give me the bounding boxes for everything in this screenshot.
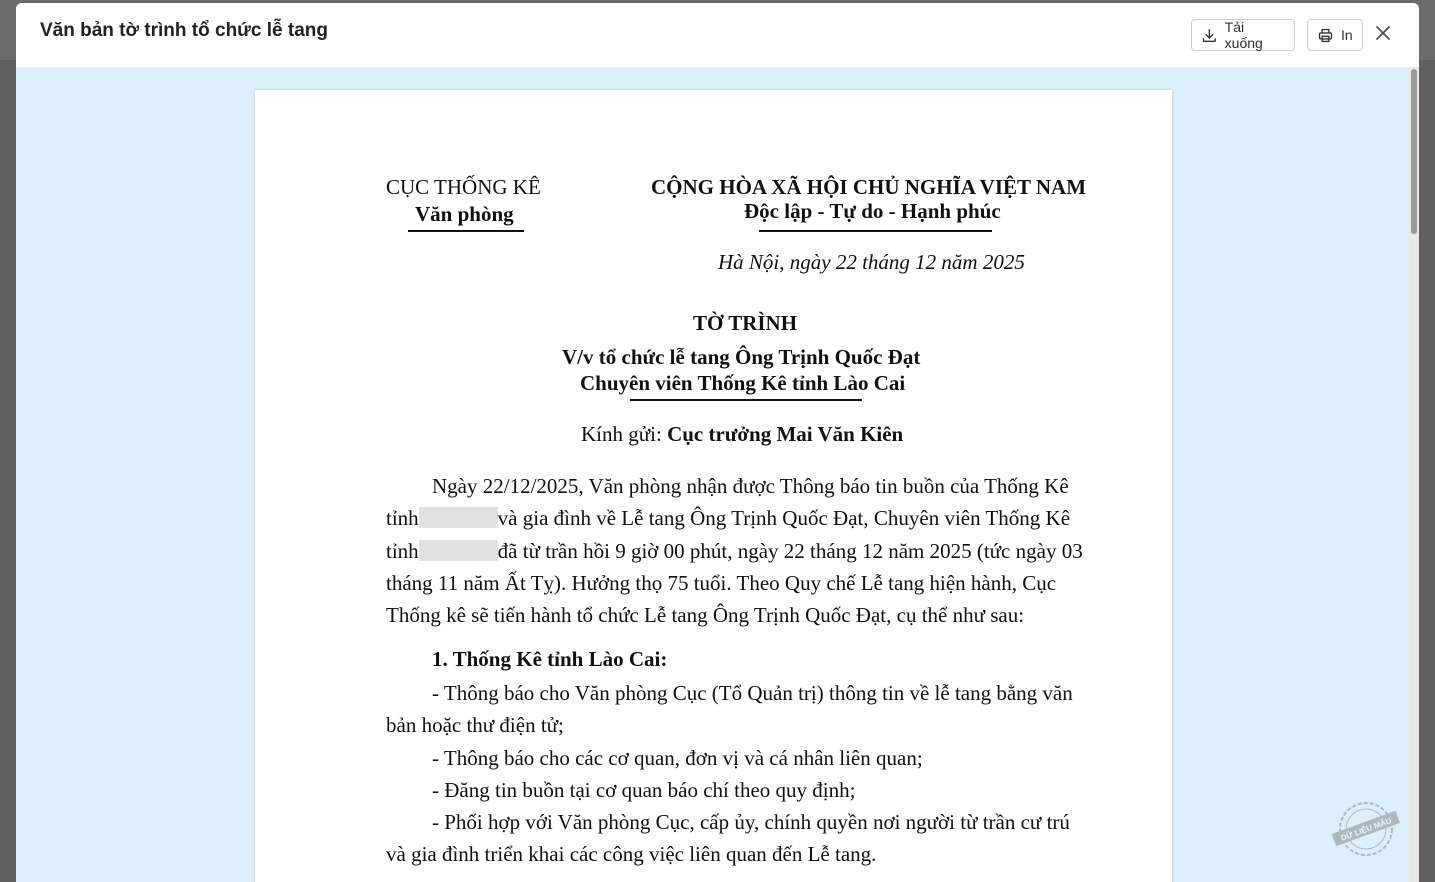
printer-icon: [1317, 27, 1334, 44]
recipient-name: Cục trưởng Mai Văn Kiên: [667, 422, 904, 446]
recipient-line: [581, 422, 903, 447]
section-line: - Thông báo cho Văn phòng Cục (Tổ Quản trị) thông tin về lễ tang bằng văn: [432, 681, 1073, 705]
intro-line: tháng 11 năm Ất Tỵ). Hưởng thọ 75 tuổi. Theo Quy chế Lễ tang hiện hành, Cục: [386, 570, 1057, 595]
department-name: Văn phòng: [415, 202, 514, 226]
download-button-label: Tải xuống: [1224, 19, 1263, 51]
print-button[interactable]: [1307, 19, 1363, 51]
section-line: và gia đình triển khai các công việc liên quan đến Lễ tang.: [386, 842, 877, 867]
redacted-text: [419, 540, 498, 561]
agency-name: CỤC THỐNG KÊ: [386, 175, 541, 199]
modal-title: Văn bản tờ trình tổ chức lễ tang: [40, 20, 329, 41]
section-1-heading: 1. Thống Kê tỉnh Lào Cai:: [432, 647, 668, 671]
download-button[interactable]: [1191, 19, 1295, 51]
motto-underline: [759, 230, 992, 232]
section-line: - Đăng tin buồn tại cơ quan báo chí theo quy định;: [432, 777, 856, 802]
intro-paragraph: [386, 470, 1107, 631]
motto: Độc lập - Tự do - Hạnh phúc: [744, 199, 1001, 223]
intro-line: Ngày 22/12/2025, Văn phòng nhận được Thông báo tin buồn của Thống Kê: [432, 474, 1069, 498]
scrollbar-thumb[interactable]: [1411, 69, 1417, 234]
section-line: - Phối hợp với Văn phòng Cục, cấp ủy, chính quyền nơi người từ trần cư trú: [432, 810, 1070, 835]
subject-underline: [630, 399, 862, 401]
redacted-text: [419, 507, 498, 528]
section-1-body: [386, 677, 1107, 871]
intro-text: tỉnh: [386, 506, 419, 531]
intro-text: đã từ trần hồi 9 giờ 00 phút, ngày 22 tháng 12 năm 2025 (tức ngày 03: [497, 538, 1083, 563]
intro-text: và gia đình về Lễ tang Ông Trịnh Quốc Đạt, Chuyên viên Thống Kê: [497, 506, 1071, 531]
intro-line: [386, 535, 1107, 567]
date-line: Hà Nội, ngày 22 tháng 12 năm 2025: [718, 250, 1025, 274]
document-preview-modal: [16, 3, 1419, 882]
recipient-label: Kính gửi:: [581, 422, 662, 446]
document-type: TỜ TRÌNH: [693, 311, 798, 335]
modal-header: [16, 3, 1419, 67]
sample-data-stamp: [1330, 800, 1402, 858]
close-icon[interactable]: [1373, 23, 1393, 43]
department-underline: [408, 230, 524, 232]
subject-line-1: V/v tổ chức lễ tang Ông Trịnh Quốc Đạt: [562, 345, 921, 369]
section-line: bản hoặc thư điện tử;: [386, 713, 564, 738]
document-page: [255, 90, 1172, 882]
print-button-label: In: [1341, 27, 1353, 43]
stamp-text: DỮ LIỆU MẪU: [1339, 816, 1393, 843]
section-line: - Thông báo cho các cơ quan, đơn vị và cá nhân liên quan;: [432, 745, 923, 770]
subject-line-2: Chuyên viên Thống Kê tỉnh Lào Cai: [580, 371, 906, 395]
document-viewer[interactable]: [16, 67, 1419, 882]
viewer-scrollbar[interactable]: [1409, 67, 1419, 882]
intro-text: tỉnh: [386, 538, 419, 563]
intro-line: [386, 502, 1107, 534]
nation-title: CỘNG HÒA XÃ HỘI CHỦ NGHĨA VIỆT NAM: [651, 175, 1087, 199]
download-icon: [1201, 27, 1218, 44]
intro-line: Thống kê sẽ tiến hành tổ chức Lễ tang Ông Trịnh Quốc Đạt, cụ thể như sau:: [386, 603, 1025, 628]
